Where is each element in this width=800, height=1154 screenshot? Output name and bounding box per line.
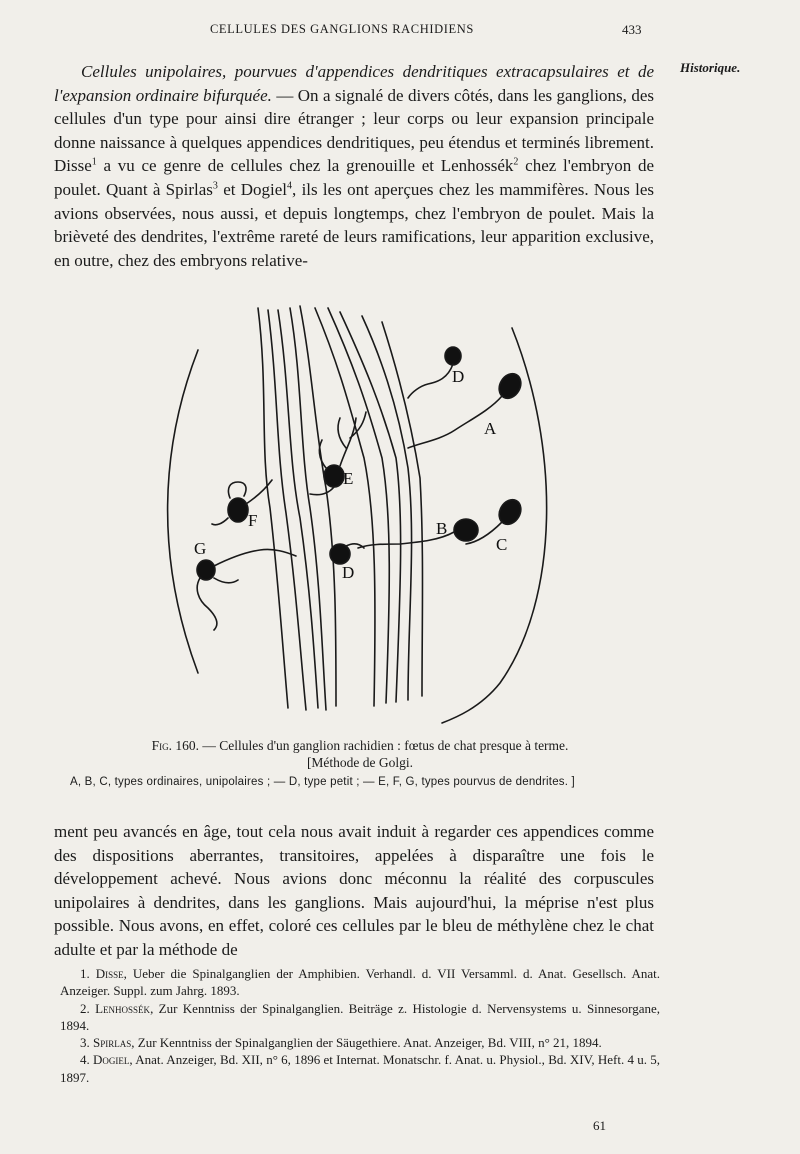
footnote-text: , Ueber die Spinalganglien der Amphibien. Verhandl. d. VII Versamml. d. Anat. Gesellsch. Anat. Anzeiger. Suppl. zum Jahrg. 1893. bbox=[60, 966, 660, 999]
paragraph-2: ment peu avancés en âge, tout cela nous avait induit à regarder ces appendices comme des dispositions aberrantes, transitoires, appelées à disparaître une fois le développement achevé. Nous avions donc méconnu la réalité des corpuscules unipolaires à dendrites, dans les ganglions. Mais aujourd'hui, la méprise n'est plus possible. Nous avons, en effet, coloré ces cellules par le bleu de méthylène chez le chat adulte et par la méthode de bbox=[54, 822, 654, 959]
capsule-outline-left bbox=[168, 350, 198, 673]
label-a: A bbox=[484, 419, 497, 438]
footnote-author: Spirlas bbox=[93, 1035, 132, 1051]
label-c: C bbox=[496, 535, 508, 554]
paragraph-text: chez l'embryon de poulet. Quant à Spirlas bbox=[54, 156, 654, 199]
cell-d-top bbox=[445, 347, 461, 365]
paragraph-lead: Cellules unipolaires, pourvues d'appendices dendritiques extracapsulaires et de l'expansion ordinaire bifurquée. bbox=[54, 62, 654, 105]
ganglion-figure bbox=[150, 298, 570, 728]
label-d-bottom: D bbox=[342, 563, 355, 582]
footnote-number: 2. bbox=[80, 1000, 90, 1016]
cell-c bbox=[495, 496, 525, 529]
paragraph-text: , ils les ont aperçues chez les mammifères. Nous les avions observées, nous aussi, et depuis longtemps, chez l'embryon de poulet. Mais la brièveté des dendrites, l'extrême rareté de leurs ramifications, leur apparition exclusive, en outre, chez des embryons relative- bbox=[54, 179, 654, 270]
cell-f bbox=[228, 498, 248, 522]
signature-mark: 61 bbox=[593, 1118, 606, 1133]
footnote-ref: 4 bbox=[287, 180, 293, 192]
nerve-fiber bbox=[290, 308, 326, 710]
footnote-number: 1. bbox=[80, 966, 90, 981]
footnote-ref: 3 bbox=[212, 180, 218, 192]
running-head: CELLULES DES GANGLIONS RACHIDIENS bbox=[210, 22, 474, 36]
footnote-author: Lenhossék bbox=[95, 1000, 151, 1016]
paragraph-1 bbox=[54, 60, 654, 272]
margin-note: Historique. bbox=[680, 60, 741, 75]
caption-method: [Méthode de Golgi. bbox=[306, 755, 414, 770]
cell-g bbox=[197, 560, 215, 580]
label-f: F bbox=[248, 511, 258, 530]
footnote-author: Disse bbox=[95, 966, 124, 981]
footnote-author: Dogiel bbox=[93, 1052, 130, 1068]
footnote-2 bbox=[60, 1000, 660, 1035]
footnote-number: 3. bbox=[80, 1035, 90, 1051]
cell-d-bottom bbox=[330, 544, 350, 564]
label-d-top: D bbox=[452, 367, 465, 386]
footnote-ref: 2 bbox=[513, 156, 519, 168]
page-number: 433 bbox=[622, 22, 642, 37]
footnote-text: , Zur Kenntniss der Spinalganglien. Beiträge z. Histologie d. Nervensystems u. Sinnesorgane, 1894. bbox=[60, 1000, 661, 1033]
nerve-fiber bbox=[315, 308, 375, 706]
figure-caption bbox=[60, 737, 660, 771]
cell-a bbox=[495, 370, 525, 403]
nerve-fiber bbox=[300, 306, 336, 706]
paragraph-text: a vu ce genre de cellules chez la grenouille et Lenhossék bbox=[96, 156, 514, 176]
footnote-ref: 1 bbox=[91, 156, 97, 168]
cell-e bbox=[324, 465, 344, 487]
ganglion-drawing bbox=[150, 298, 570, 728]
cell-b bbox=[454, 519, 478, 541]
footnote-3 bbox=[60, 1034, 660, 1051]
nerve-fiber bbox=[268, 310, 306, 710]
footnote-number: 4. bbox=[80, 1052, 90, 1068]
label-b: B bbox=[436, 519, 448, 538]
footnote-1 bbox=[60, 965, 660, 1000]
caption-title: — Cellules d'un ganglion rachidien : fœtus de chat presque à terme. bbox=[198, 738, 569, 753]
footnotes bbox=[60, 965, 660, 1086]
label-g: G bbox=[194, 539, 207, 558]
paragraph-text: — On a signalé de divers côtés, dans les ganglions, des cellules d'un type pour ainsi dire étranger ; leur corps ou leur expansion principale donne naissance à quelques appendices dendritiques, peu étendus et terminés librement. Disse bbox=[54, 85, 655, 176]
label-e: E bbox=[343, 469, 354, 488]
footnote-text: , Zur Kenntniss der Spinalganglien der Säugethiere. Anat. Anzeiger, Bd. VIII, n° 21, 1894. bbox=[131, 1035, 602, 1051]
caption-figure-number: Fig. 160. bbox=[151, 738, 199, 753]
paragraph-text: et Dogiel bbox=[217, 179, 288, 199]
footnote-text: , Anat. Anzeiger, Bd. XII, n° 6, 1896 et Internat. Monatschr. f. Anat. u. Physiol., Bd. XIV, Heft. 4 u. 5, 1897. bbox=[60, 1052, 661, 1085]
footnote-4 bbox=[60, 1051, 660, 1086]
figure-legend: A, B, C, types ordinaires, unipolaires ; — D, type petit ; — E, F, G, types pourvus de dendrites. ] bbox=[70, 776, 575, 788]
